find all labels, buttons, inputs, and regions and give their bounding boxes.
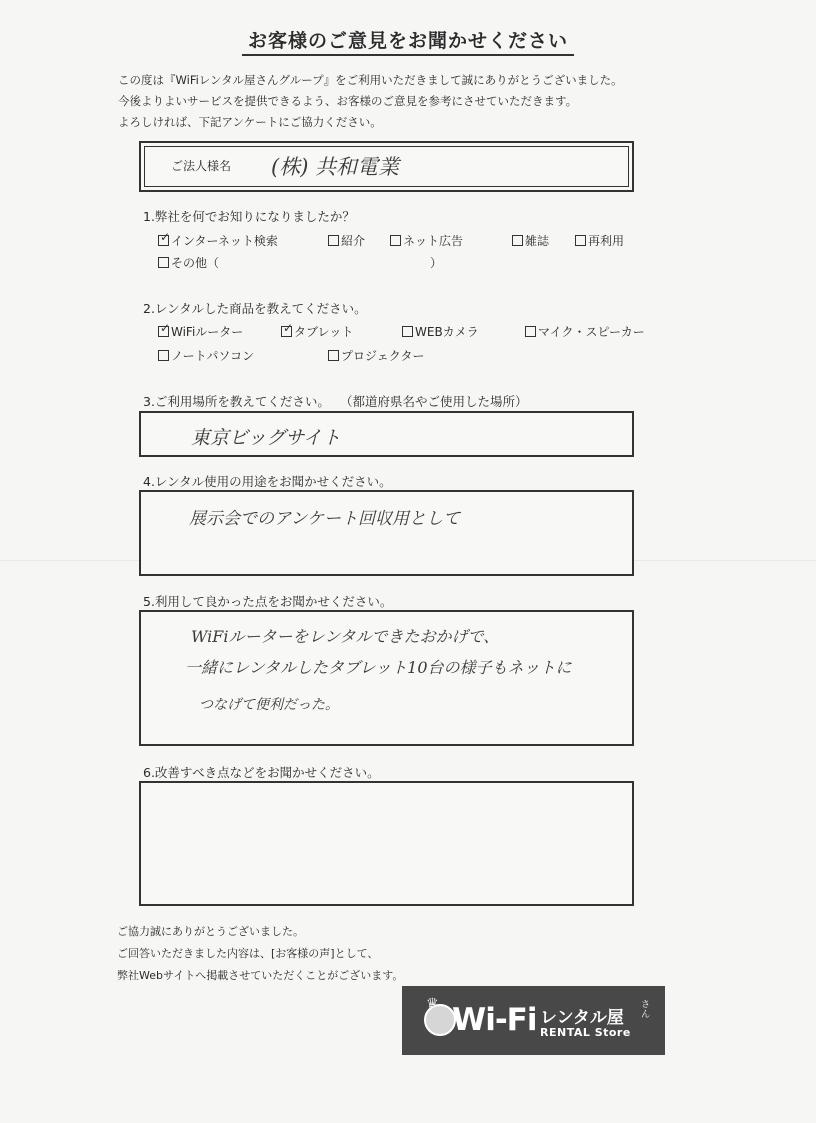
brand-logo [402,986,665,1055]
logo-store-text: RENTAL Store [540,1026,631,1039]
q5-answer-line: WiFiルーターをレンタルできたおかげで、 [191,627,500,646]
q2-option-wifi-router[interactable] [158,323,243,340]
intro-line: この度は『WiFiレンタル屋さんグループ』をご利用いただきまして誠にありがとうございました。 [118,73,623,87]
checkbox[interactable] [328,235,339,246]
q5-question: 5.利用して良かった点をお聞かせください。 [143,594,393,609]
q6-answer-box[interactable] [139,781,634,906]
checkbox[interactable] [402,326,413,337]
checkbox[interactable] [512,235,523,246]
q1-option-other[interactable] [158,254,219,271]
q4-answer: 展示会でのアンケート回収用として [189,509,460,529]
option-label: インターネット検索 [171,234,278,248]
checkbox[interactable] [158,350,169,361]
option-label: マイク・スピーカー [538,325,645,339]
q6-question: 6.改善すべき点などをお聞かせください。 [143,765,380,780]
option-label: 雑誌 [525,234,550,248]
check-icon: ✓ [160,230,171,244]
intro-line: 今後よりよいサービスを提供できるよう、お客様のご意見を参考にさせていただきます。 [118,94,578,108]
option-label: ノートパソコン [171,349,255,363]
q2-option-web-camera[interactable] [402,323,479,340]
q4-answer-box[interactable] [139,490,634,576]
corporate-name-label: ご法人様名 [171,159,232,173]
corporate-name-field[interactable]: (株) 共和電業 [271,155,400,179]
q3-answer: 東京ビッグサイト [191,427,341,449]
q5-answer-line: つなげて便利だった。 [199,697,339,713]
q1-option-magazine[interactable] [512,232,549,249]
logo-wifi-text: Wi-Fi [452,1002,537,1038]
corporate-name-box [139,141,634,192]
q3-question: 3.ご利用場所を教えてください。 [143,394,330,409]
q1-option-internet-search[interactable] [158,232,278,249]
option-label: ネット広告 [403,234,464,248]
option-label: 紹介 [341,234,366,248]
q4-question: 4.レンタル使用の用途をお聞かせください。 [143,474,392,489]
checkbox[interactable] [158,257,169,268]
footer-line: 弊社Webサイトへ掲載させていただくことがございます。 [117,969,404,982]
logo-rental-text: レンタル屋 [540,1008,624,1028]
intro-text [118,70,623,133]
q2-option-mic-speaker[interactable] [525,323,645,340]
intro-line: よろしければ、下記アンケートにご協力ください。 [118,115,382,129]
option-label: その他（ [171,256,220,270]
q1-option-referral[interactable] [328,232,365,249]
q5-answer-box[interactable] [139,610,634,746]
checkbox[interactable] [158,230,171,246]
logo-san-text: さん [641,1000,651,1020]
checkbox[interactable] [158,321,171,337]
page-title [0,26,816,53]
option-label: WEBカメラ [415,325,479,339]
crown-icon: ♛ [426,996,439,1012]
check-icon: ✓ [160,321,171,335]
option-label: プロジェクター [341,349,425,363]
q3-hint: （都道府県名やご使用した場所） [340,394,528,409]
q2-question: 2.レンタルした商品を教えてください。 [143,301,367,316]
footer-text [117,921,403,987]
q3-answer-box[interactable] [139,411,634,457]
option-label: WiFiルーター [171,325,244,339]
option-label: 再利用 [588,234,625,248]
checkbox[interactable] [525,326,536,337]
q2-option-projector[interactable] [328,347,425,364]
footer-line: ご回答いただきました内容は、[お客様の声]として、 [117,947,379,960]
q1-other-close-paren: ） [430,256,443,270]
checkbox[interactable] [281,321,294,337]
q2-option-tablet[interactable] [281,323,353,340]
footer-line: ご協力誠にありがとうございました。 [117,925,304,938]
checkbox[interactable] [328,350,339,361]
q2-option-laptop[interactable] [158,347,254,364]
checkbox[interactable] [390,235,401,246]
checkbox[interactable] [575,235,586,246]
q1-question: 1.弊社を何でお知りになりましたか？ [143,209,355,224]
page-title-text: お客様のご意見をお聞かせください [242,30,574,56]
option-label: タブレット [294,325,354,339]
check-icon: ✓ [283,321,294,335]
q1-option-reuse[interactable] [575,232,624,249]
q5-answer-line: 一緒にレンタルしたタブレット10台の様子もネットに [185,658,572,677]
q1-option-net-ad[interactable] [390,232,463,249]
